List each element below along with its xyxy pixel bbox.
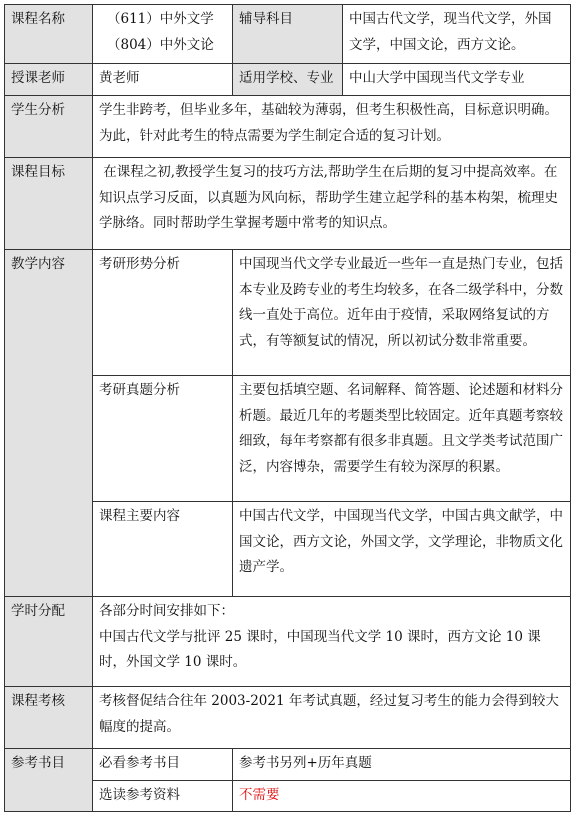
subjects-label: 辅导科目 — [233, 5, 343, 64]
teaching-content-title-3: 课程主要内容 — [93, 502, 233, 597]
teaching-content-text-3: 中国古代文学，中国现当代文学，中国古典文献学，中国文论，西方文论，外国文学，文学理论，非物质文化遗产学。 — [233, 502, 571, 597]
row-hours — [5, 597, 571, 687]
references-optional-label: 选读参考资料 — [93, 780, 233, 812]
row-teaching-content-1 — [5, 250, 571, 376]
row-student-analysis — [5, 96, 571, 158]
row-course-name — [5, 5, 571, 64]
references-optional-value: 不需要 — [233, 780, 571, 812]
course-goal-label: 课程目标 — [5, 158, 93, 250]
teaching-content-title-2: 考研真题分析 — [93, 376, 233, 502]
teaching-content-text-1: 中国现当代文学专业最近一些年一直是热门专业，包括本专业及跨专业的考生均较多，在各二级学科中，分数线一直处于高位。近年由于疫情，采取网络复试的方式，有等额复试的情况，所以初试分数非常重要。 — [233, 250, 571, 376]
school-label: 适用学校、专业 — [233, 64, 343, 96]
course-goal-value: 在课程之初,教授学生复习的技巧方法,帮助学生在后期的复习中提高效率。在知识点学习反面，以真题为风向标，帮助学生建立起学科的基本构架，梳理史学脉络。同时帮助学生掌握考题中常考的知识点。 — [93, 158, 571, 250]
teacher-label: 授课老师 — [5, 64, 93, 96]
teaching-content-title-1: 考研形势分析 — [93, 250, 233, 376]
row-assessment — [5, 687, 571, 749]
references-required-label: 必看参考书目 — [93, 749, 233, 781]
school-value: 中山大学中国现当代文学专业 — [343, 64, 571, 96]
teaching-content-text-2: 主要包括填空题、名词解释、简答题、论述题和材料分析题。最近几年的考题类型比较固定。近年真题考察较细致，每年考察都有很多非真题。且文学类考试范围广泛，内容博杂，需要学生有较为深厚的积累。 — [233, 376, 571, 502]
row-teacher — [5, 64, 571, 96]
teaching-content-label: 教学内容 — [5, 250, 93, 597]
assessment-label: 课程考核 — [5, 687, 93, 749]
row-references-required — [5, 749, 571, 781]
course-plan-table — [4, 4, 571, 812]
course-name-value — [93, 5, 233, 64]
assessment-value: 考核督促结合往年 2003-2021 年考试真题，经过复习考生的能力会得到较大幅度的提高。 — [93, 687, 571, 749]
teacher-value: 黄老师 — [93, 64, 233, 96]
student-analysis-value: 学生非跨考，但毕业多年，基础较为薄弱，但考生积极性高，目标意识明确。为此，针对此考生的特点需要为学生制定合适的复习计划。 — [93, 96, 571, 158]
hours-label: 学时分配 — [5, 597, 93, 687]
course-name-line-1: （611）中外文学 — [107, 11, 214, 27]
course-name-line-2: （804）中外文论 — [107, 36, 214, 53]
hours-line-2: 中国古代文学与批评 25 课时，中国现当代文学 10 课时，西方文论 10 课时，外国文学 10 课时。 — [99, 628, 541, 671]
student-analysis-label: 学生分析 — [5, 96, 93, 158]
course-name-label: 课程名称 — [5, 5, 93, 64]
row-course-goal — [5, 158, 571, 250]
hours-line-1: 各部分时间安排如下： — [99, 603, 234, 619]
hours-value — [93, 597, 571, 687]
references-required-value: 参考书另列+历年真题 — [233, 749, 571, 781]
references-label: 参考书目 — [5, 749, 93, 812]
subjects-value: 中国古代文学，现当代文学，外国文学，中国文论，西方文论。 — [343, 5, 571, 64]
course-plan-document — [4, 4, 570, 812]
